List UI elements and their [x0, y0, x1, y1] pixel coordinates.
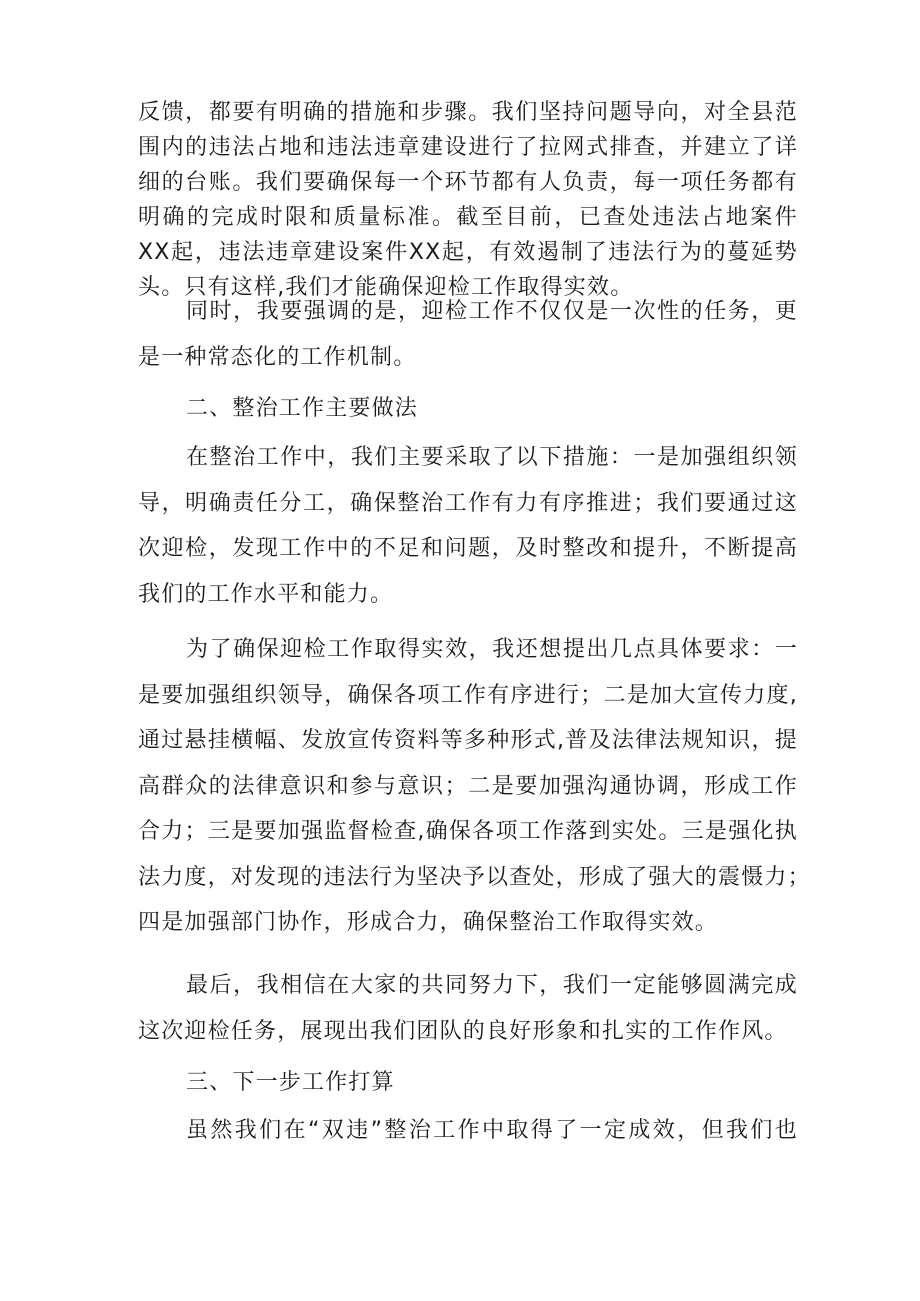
- section-title: 二、整治工作主要做法: [186, 396, 419, 421]
- paragraph-requirements: [138, 627, 811, 946]
- text-line: 同时，我要强调的是，迎检工作不仅仅是一次性的任务，更: [186, 299, 798, 324]
- text-line: 为了确保迎检工作取得实效，我还想提出几点具体要求：一: [186, 637, 798, 662]
- text-line: 法力度，对发现的违法行为坚决予以查处，形成了强大的震慑力；: [138, 864, 811, 890]
- text-line: 明确的完成时限和质量标准。截至目前，已查处违法占地案件: [138, 205, 798, 230]
- text-line: 头。只有这样,我们才能确保迎检工作取得实效。: [138, 275, 634, 300]
- text-line: XX起，违法违章建设案件XX起，有效遏制了违法行为的蔓延势: [138, 240, 798, 265]
- paragraph-closing: [138, 963, 798, 1054]
- text-line: 围内的违法占地和违法违章建设进行了拉网式排查，并建立了详: [138, 135, 798, 160]
- text-line: 导，明确责任分工，确保整治工作有力有序推进；我们要通过这: [138, 490, 798, 516]
- text-line: 在整治工作中，我们主要采取了以下措施：一是加强组织领: [186, 445, 798, 470]
- text-line: 虽然我们在“双违”整治工作中取得了一定成效，但我们也: [186, 1118, 798, 1143]
- text-line: 四是加强部门协作，形成合力，确保整治工作取得实效。: [138, 910, 719, 935]
- text-line: 通过悬挂横幅、发放宣传资料等多种形式,普及法律法规知识，提: [138, 728, 798, 753]
- text-line: 反馈，都要有明确的措施和步骤。我们坚持问题导向，对全县范: [138, 100, 798, 125]
- paragraph-continuation: [138, 95, 798, 305]
- paragraph-measures: [138, 435, 798, 617]
- text-line: 是一种常态化的工作机制。: [138, 344, 417, 370]
- section-heading-3: [138, 1060, 798, 1106]
- text-line: 细的台账。我们要确保每一个环节都有人负责，每一项任务都有: [138, 170, 798, 195]
- paragraph-emphasis: [138, 289, 798, 380]
- section-title: 三、下一步工作打算: [186, 1070, 395, 1095]
- section-heading-2: [138, 386, 798, 432]
- text-line: 最后，我相信在大家的共同努力下，我们一定能够圆满完成: [186, 973, 798, 998]
- text-line: 次迎检，发现工作中的不足和问题，及时整改和提升，不断提高: [138, 536, 798, 561]
- text-line: 是要加强组织领导，确保各项工作有序进行；二是加大宣传力度,: [138, 682, 798, 708]
- text-line: 合力；三是要加强监督检查,确保各项工作落到实处。三是强化执: [138, 819, 798, 844]
- text-line: 高群众的法律意识和参与意识；二是要加强沟通协调，形成工作: [138, 773, 798, 799]
- text-line: 这次迎检任务，展现出我们团队的良好形象和扎实的工作作风。: [138, 1018, 788, 1044]
- text-line: 我们的工作水平和能力。: [138, 581, 394, 607]
- paragraph-next: [138, 1108, 798, 1154]
